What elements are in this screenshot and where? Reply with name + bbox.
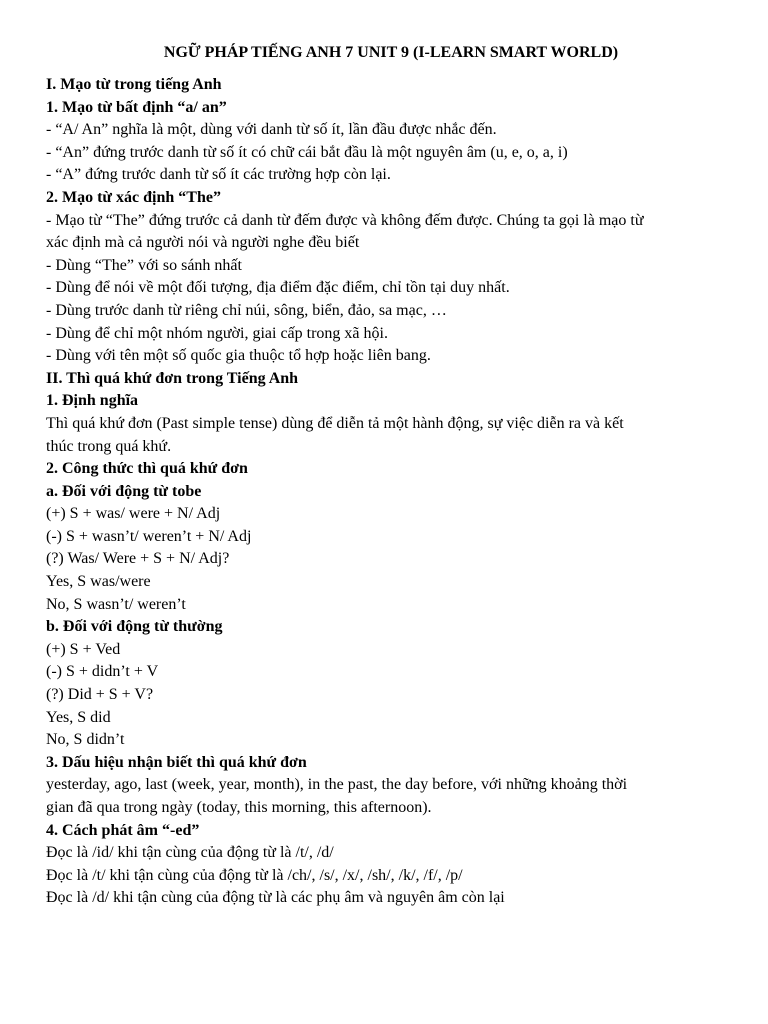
text-line: Đọc là /t/ khi tận cùng của động từ là /ch/, /s/, /x/, /sh/, /k/, /f/, /p/ <box>46 866 463 884</box>
text-line: - “A/ An” nghĩa là một, dùng với danh từ số ít, lần đầu được nhắc đến. <box>46 121 497 139</box>
text-line: gian đã qua trong ngày (today, this morning, this afternoon). <box>46 799 432 816</box>
section-heading: 1. Định nghĩa <box>46 392 139 410</box>
document-page <box>46 40 736 910</box>
text-line: (+) S + Ved <box>46 640 121 658</box>
text-line: Đọc là /id/ khi tận cùng của động từ là /t/, /d/ <box>46 844 334 862</box>
text-line: - Mạo từ “The” đứng trước cả danh từ đếm được và không đếm được. Chúng ta gọi là mạo từ <box>46 211 644 229</box>
section-heading: II. Thì quá khứ đơn trong Tiếng Anh <box>46 369 299 387</box>
section-heading: a. Đối với động từ tobe <box>46 482 202 500</box>
text-line: Thì quá khứ đơn (Past simple tense) dùng để diễn tả một hành động, sự việc diễn ra và kết <box>46 414 624 432</box>
text-line: (?) Was/ Were + S + N/ Adj? <box>46 550 230 568</box>
text-line: (-) S + wasn’t/ weren’t + N/ Adj <box>46 527 252 545</box>
text-line: No, S wasn’t/ weren’t <box>46 595 186 613</box>
section-heading: 4. Cách phát âm “-ed” <box>46 821 200 839</box>
section-heading: 2. Công thức thì quá khứ đơn <box>46 460 248 478</box>
text-line: - Dùng để chỉ một nhóm người, giai cấp trong xã hội. <box>46 324 388 342</box>
section-heading: b. Đối với động từ thường <box>46 618 223 636</box>
text-line: xác định mà cả người nói và người nghe đều biết <box>46 234 360 252</box>
document-title: NGỮ PHÁP TIẾNG ANH 7 UNIT 9 (I-LEARN SMART WORLD) <box>163 44 619 61</box>
document-body <box>46 74 736 910</box>
text-line: (+) S + was/ were + N/ Adj <box>46 505 221 523</box>
text-line: thúc trong quá khứ. <box>46 437 172 455</box>
text-line: yesterday, ago, last (week, year, month), in the past, the day before, với những khoảng thời <box>46 776 628 794</box>
text-line: - Dùng để nói về một đối tượng, địa điểm đặc điểm, chỉ tồn tại duy nhất. <box>46 279 510 297</box>
section-heading: I. Mạo từ trong tiếng Anh <box>46 76 222 93</box>
text-line: Yes, S did <box>46 708 111 726</box>
text-line: (?) Did + S + V? <box>46 686 154 704</box>
text-line: - Dùng trước danh từ riêng chỉ núi, sông, biển, đảo, sa mạc, … <box>46 301 447 319</box>
text-line: - Dùng với tên một số quốc gia thuộc tổ hợp hoặc liên bang. <box>46 347 431 365</box>
text-line: (-) S + didn’t + V <box>46 663 159 681</box>
text-line: - Dùng “The” với so sánh nhất <box>46 256 242 274</box>
text-line: Đọc là /d/ khi tận cùng của động từ là các phụ âm và nguyên âm còn lại <box>46 889 505 907</box>
text-line: Yes, S was/were <box>46 573 151 591</box>
section-heading: 1. Mạo từ bất định “a/ an” <box>46 98 227 116</box>
section-heading: 3. Dấu hiệu nhận biết thì quá khứ đơn <box>46 753 307 771</box>
text-line: - “A” đứng trước danh từ số ít các trường hợp còn lại. <box>46 166 391 184</box>
text-line: No, S didn’t <box>46 731 125 749</box>
text-line: - “An” đứng trước danh từ số ít có chữ cái bắt đầu là một nguyên âm (u, e, o, a, i) <box>46 143 568 161</box>
section-heading: 2. Mạo từ xác định “The” <box>46 188 221 206</box>
